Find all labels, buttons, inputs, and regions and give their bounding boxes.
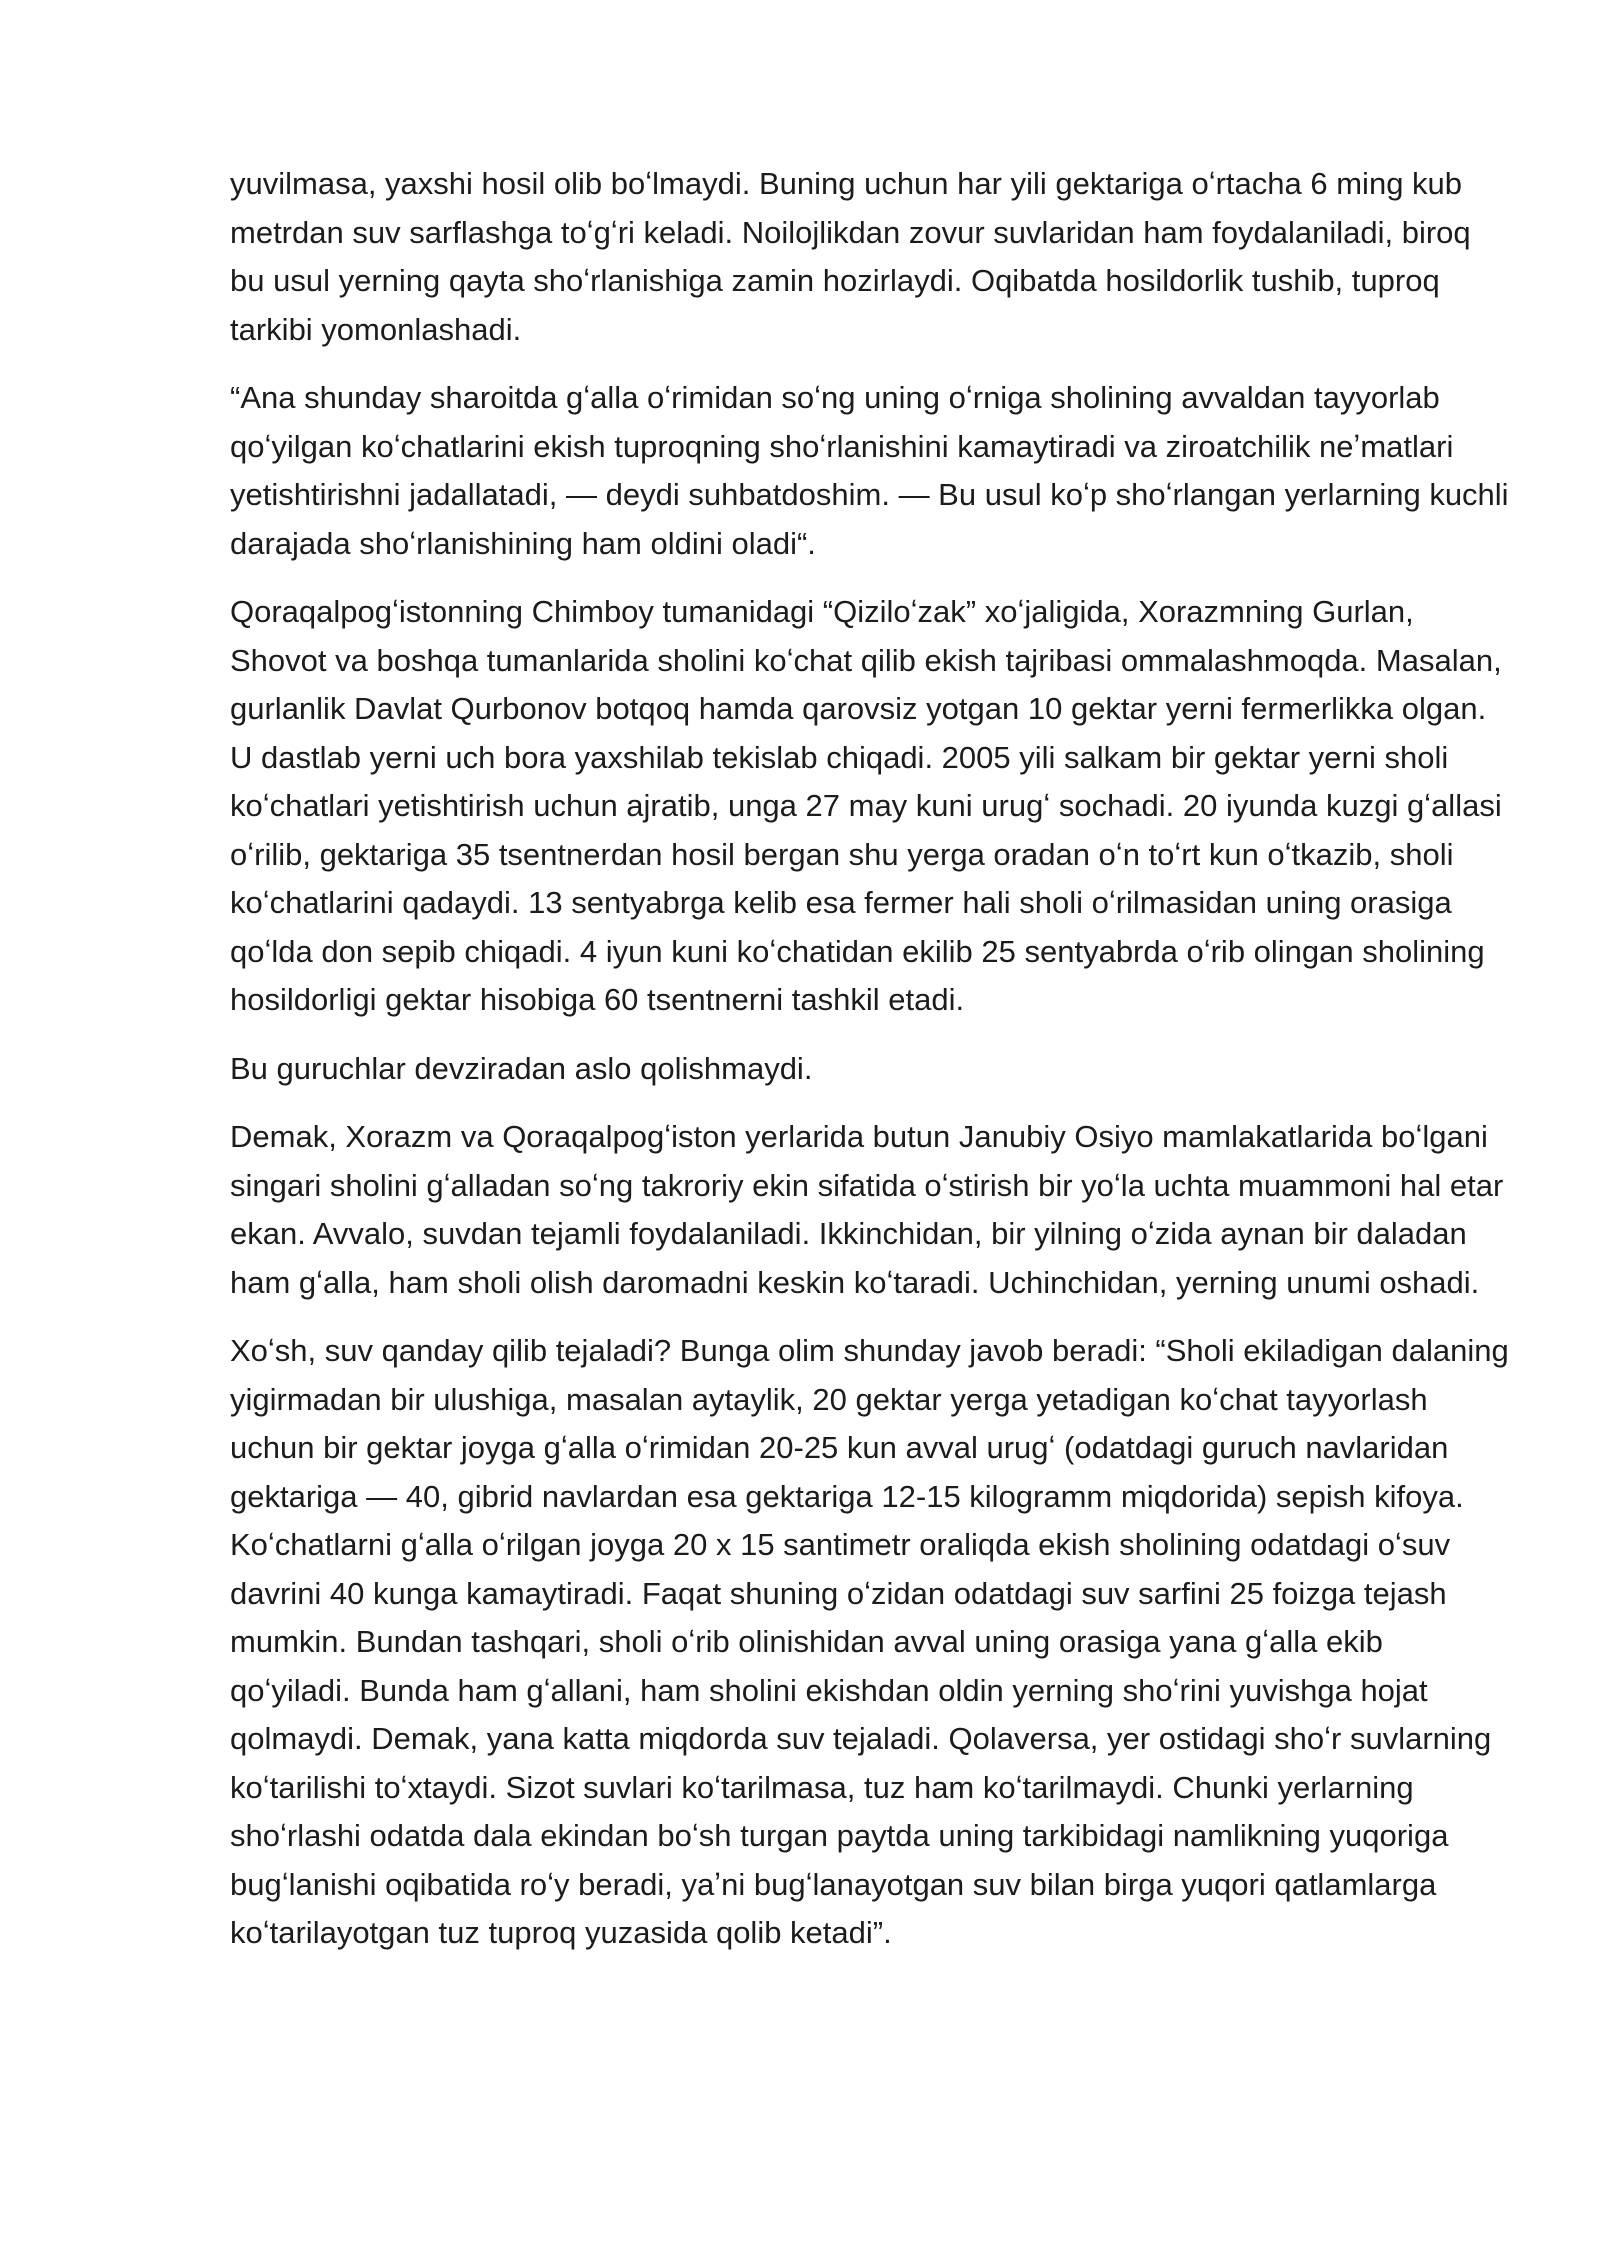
paragraph: Demak, Xorazm va Qoraqalpogʻiston yerlarida butun Janubiy Osiyo mamlakatlarida boʻlgani singari sholini gʻalladan soʻng takroriy ekin sifatida oʻstirish bir yoʻla uchta muammoni hal etar ekan. Avvalo, suvdan tejamli foydalaniladi. Ikkinchidan, bir yilning oʻzida aynan bir daladan ham gʻalla, ham sholi olish daromadni keskin koʻtaradi. Uchinchidan, yerning unumi oshadi. [230, 1119, 1504, 1300]
paragraph: Xoʻsh, suv qanday qilib tejaladi? Bunga olim shunday javob beradi: “Sholi ekiladigan dalaning yigirmadan bir ulushiga, masalan aytaylik, 20 gektar yerga yetadigan koʻchat tayyorlash uchun bir gektar joyga gʻalla oʻrimidan 20-25 kun avval urugʻ (odatdagi guruch navlaridan gektariga — 40, gibrid navlardan esa gektariga 12-15 kilogramm miqdorida) sepish kifoya. Koʻchatlarni gʻalla oʻrilgan joyga 20 x 15 santimetr oraliqda ekish sholining odatdagi oʻsuv davrini 40 kunga kamaytiradi. Faqat shuning oʻzidan odatdagi suv sarfini 25 foizga tejash mumkin. Bundan tashqari, sholi oʻrib olinishidan avval uning orasiga yana gʻalla ekib qoʻyiladi. Bunda ham gʻallani, ham sholini ekishdan oldin yerning shoʻrini yuvishga hojat qolmaydi. Demak, yana katta miqdorda suv tejaladi. Qolaversa, yer ostidagi shoʻr suvlarning koʻtarilishi toʻxtaydi. Sizot suvlari koʻtarilmasa, tuz ham koʻtarilmaydi. Chunki yerlarning shoʻrlashi odatda dala ekindan boʻsh turgan paytda uning tarkibidagi namlikning yuqoriga bugʻlanishi oqibatida roʻy beradi, yaʼni bugʻlanayotgan suv bilan birga yuqori qatlamlarga koʻtarilayotgan tuz tuproq yuzasida qolib ketadi”. [230, 1333, 1509, 1950]
paragraph: “Ana shunday sharoitda gʻalla oʻrimidan soʻng uning oʻrniga sholining avvaldan tayyorlab qoʻyilgan koʻchatlarini ekish tuproqning shoʻrlanishini kamaytiradi va ziroatchilik neʼmatlari yetishtirishni jadallatadi, — deydi suhbatdoshim. — Bu usul koʻp shoʻrlangan yerlarning kuchli darajada shoʻrlanishining ham oldini oladi“. [230, 380, 1509, 561]
paragraph: Qoraqalpogʻistonning Chimboy tumanidagi “Qiziloʻzak” xoʻjaligida, Xorazmning Gurlan, Shovot va boshqa tumanlarida sholini koʻchat qilib ekish tajribasi ommalashmoqda. Masalan, gurlanlik Davlat Qurbonov botqoq hamda qarovsiz yotgan 10 gektar yerni fermerlikka olgan. U dastlab yerni uch bora yaxshilab tekislab chiqadi. 2005 yili salkam bir gektar yerni sholi koʻchatlari yetishtirish uchun ajratib, unga 27 may kuni urugʻ sochadi. 20 iyunda kuzgi gʻallasi oʻrilib, gektariga 35 tsentnerdan hosil bergan shu yerga oradan oʻn toʻrt kun oʻtkazib, sholi koʻchatlarini qadaydi. 13 sentyabrga kelib esa fermer hali sholi oʻrilmasidan uning orasiga qoʻlda don sepib chiqadi. 4 iyun kuni koʻchatidan ekilib 25 sentyabrda oʻrib olingan sholining hosildorligi gektar hisobiga 60 tsentnerni tashkil etadi. [230, 594, 1502, 1017]
paragraph: yuvilmasa, yaxshi hosil olib boʻlmaydi. Buning uchun har yili gektariga oʻrtacha 6 ming kub metrdan suv sarflashga toʻgʻri keladi. Noilojlikdan zovur suvlaridan ham foydalaniladi, biroq bu usul yerning qayta shoʻrlanishiga zamin hozirlaydi. Oqibatda hosildorlik tushib, tuproq tarkibi yomonlashadi. [230, 166, 1471, 347]
document-body [230, 160, 1510, 1978]
paragraph: Bu guruchlar devziradan aslo qolishmaydi. [230, 1050, 813, 1086]
